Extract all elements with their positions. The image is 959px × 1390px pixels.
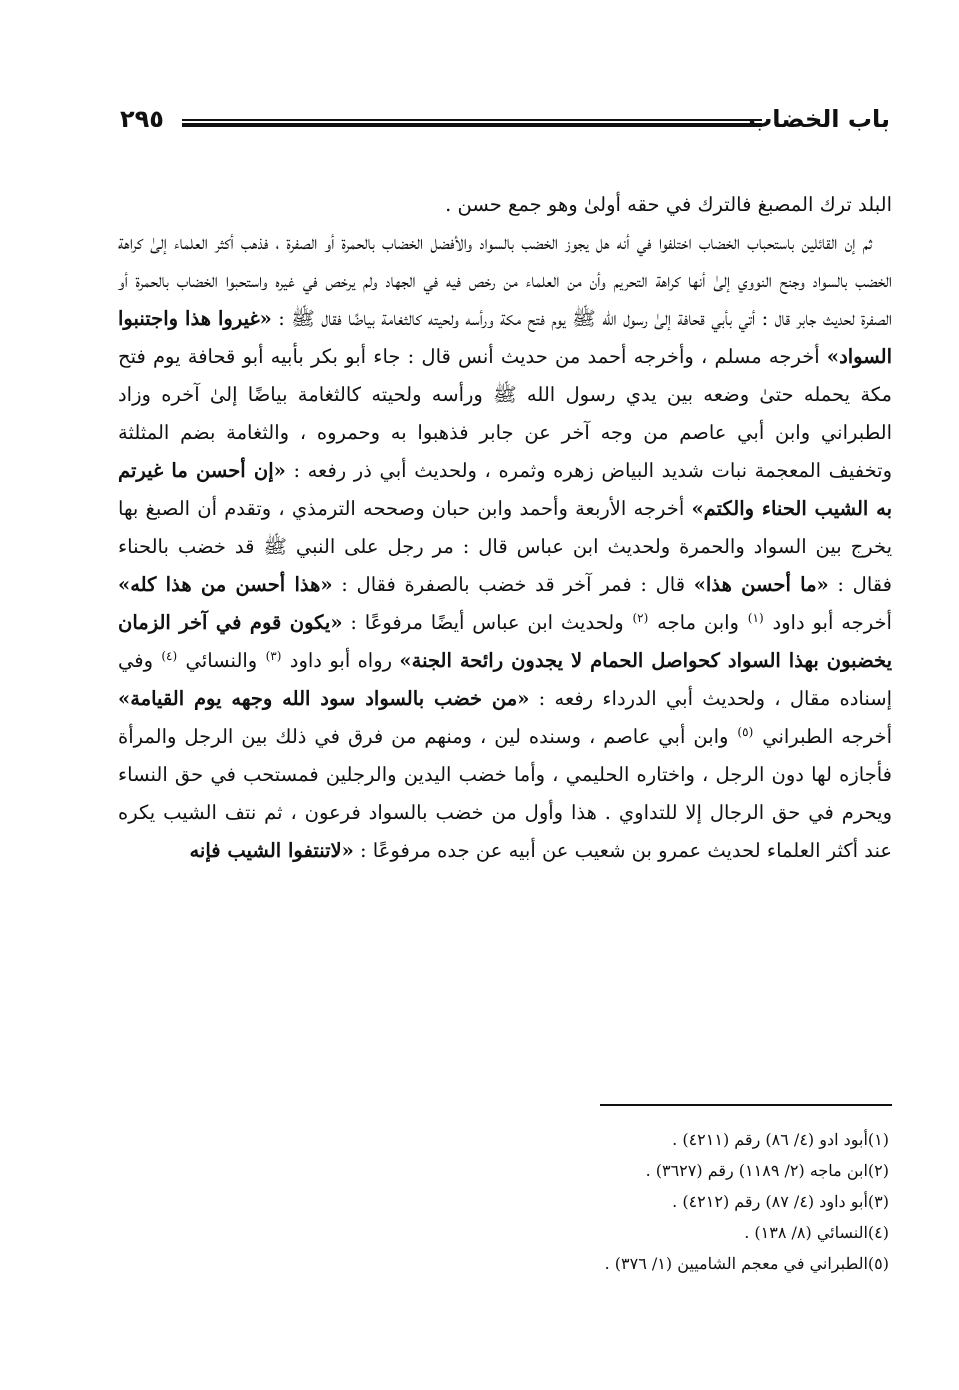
hadith-quote: «من خضب بالسواد سود الله وجهه يوم القيامة» — [118, 687, 530, 710]
text-segment: ثم إن القائلين باستحباب الخضاب اختلفوا في أنه هل يجوز الخضب بالسواد والأفضل الخضاب بالحمرة أو الصفرة ، فذهب أكثر العلماء إلىٰ كراهة الخضب بالسواد وجنح النووي إلىٰ أنها كراهة التحريم وأن من العلماء من رخص فيه في الجهاد ولم يرخص في غيره واستحبوا الخضاب بالحمرة أو الصفرة لحديث جابر قال : أتي بأبي قحافة إلىٰ رسول الله ﷺ يوم فتح مكة ورأسه ولحيته كالثغامة بياضًا فقال ﷺ : — [118, 231, 892, 330]
footnote-ref-1[interactable]: (١) — [747, 610, 764, 625]
footnote-separator — [600, 1104, 892, 1106]
footnote-ref-2[interactable]: (٢) — [632, 610, 649, 625]
hadith-quote: «غيروا هذا واجتنبوا السواد» — [118, 307, 892, 368]
footnote-1: (١)أبود ادو (٤/ ٨٦) رقم (٤٢١١) . — [672, 1130, 889, 1149]
text-segment: أخرجه الطبراني — [754, 725, 893, 748]
footnote-ref-4[interactable]: (٤) — [161, 648, 178, 663]
text-segment: والنسائي — [178, 649, 265, 672]
main-text — [118, 186, 892, 870]
hadith-quote: «ما أحسن هذا» — [693, 573, 829, 596]
hadith-quote: «إن أحسن ما غيرتم به الشيب الحناء والكتم» — [118, 459, 892, 520]
text-segment: أخرجه مسلم ، وأخرجه أحمد من حديث أنس قال : جاء أبو بكر بأبيه أبو قحافة يوم فتح مكة يحمله حتىٰ وضعه بين يدي رسول الله ﷺ ورأسه ولحيته كالثغامة بياضًا إلىٰ آخره وزاد الطبراني وابن أبي عاصم من وجه آخر عن جابر فذهبوا به وحمروه ، والثغامة بضم المثلثة وتخفيف المعجمة نبات شديد البياض زهره وثمره ، ولحديث أبي ذر رفعه : — [118, 345, 893, 482]
hadith-quote: «لاتنتفوا الشيب فإنه — [189, 839, 354, 862]
text-segment: أخرجه أبو داود — [764, 611, 892, 634]
footnote-ref-5[interactable]: (٥) — [737, 724, 754, 739]
hadith-quote: «هذا أحسن من هذا كله» — [118, 573, 333, 596]
paragraph-1: البلد ترك المصبغ فالترك في حقه أولىٰ وهو جمع حسن . — [445, 193, 892, 216]
footnote-2: (٢)ابن ماجه (٢/ ١١٨٩) رقم (٣٦٢٧) . — [645, 1161, 889, 1180]
text-segment: ولحديث ابن عباس أيضًا مرفوعًا : — [342, 611, 632, 634]
text-segment: أخرجه الأربعة وأحمد وابن حبان وصححه الترمذي ، وتقدم أن الصبغ بها يخرج بين السواد والحمرة ولحديث ابن عباس قال : مر رجل على النبي ﷺ قد خضب بالحناء فقال : — [118, 497, 892, 596]
footnote-ref-3[interactable]: (٣) — [265, 648, 282, 663]
text-segment: قال : فمر آخر قد خضب بالصفرة فقال : — [332, 573, 694, 596]
hadith-quote: «يكون قوم في آخر الزمان يخضبون بهذا السواد كحواصل الحمام لا يجدون رائحة الجنة» — [118, 611, 892, 672]
footnote-4: (٤)النسائي (٨/ ١٣٨) . — [744, 1223, 889, 1242]
paragraph-2 — [118, 224, 892, 870]
header-rule — [182, 119, 762, 127]
text-segment: وفي إسناده مقال ، ولحديث أبي الدرداء رفعه : — [118, 649, 893, 710]
page-number: ٢٩٥ — [120, 105, 164, 133]
footnote-5: (٥)الطبراني في معجم الشاميين (١/ ٣٧٦) . — [604, 1254, 889, 1273]
footnote-3: (٣)أبو داود (٤/ ٨٧) رقم (٤٢١٢) . — [672, 1192, 889, 1211]
chapter-title: باب الخضاب — [748, 105, 890, 133]
footnotes — [469, 1124, 889, 1279]
text-segment: وابن أبي عاصم ، وسنده لين ، ومنهم من فرق في ذلك بين الرجل والمرأة فأجازه لها دون الرجل ، واختاره الحليمي ، وأما خضب اليدين والرجلين فمستحب في حق النساء ويحرم في حق الرجال إلا للتداوي . هذا وأول من خضب بالسواد فرعون ، ثم نتف الشيب يكره عند أكثر العلماء لحديث عمرو بن شعيب عن أبيه عن جده مرفوعًا : — [118, 725, 892, 862]
running-header — [120, 102, 890, 142]
text-segment: وابن ماجه — [649, 611, 747, 634]
text-segment: رواه أبو داود — [282, 649, 400, 672]
